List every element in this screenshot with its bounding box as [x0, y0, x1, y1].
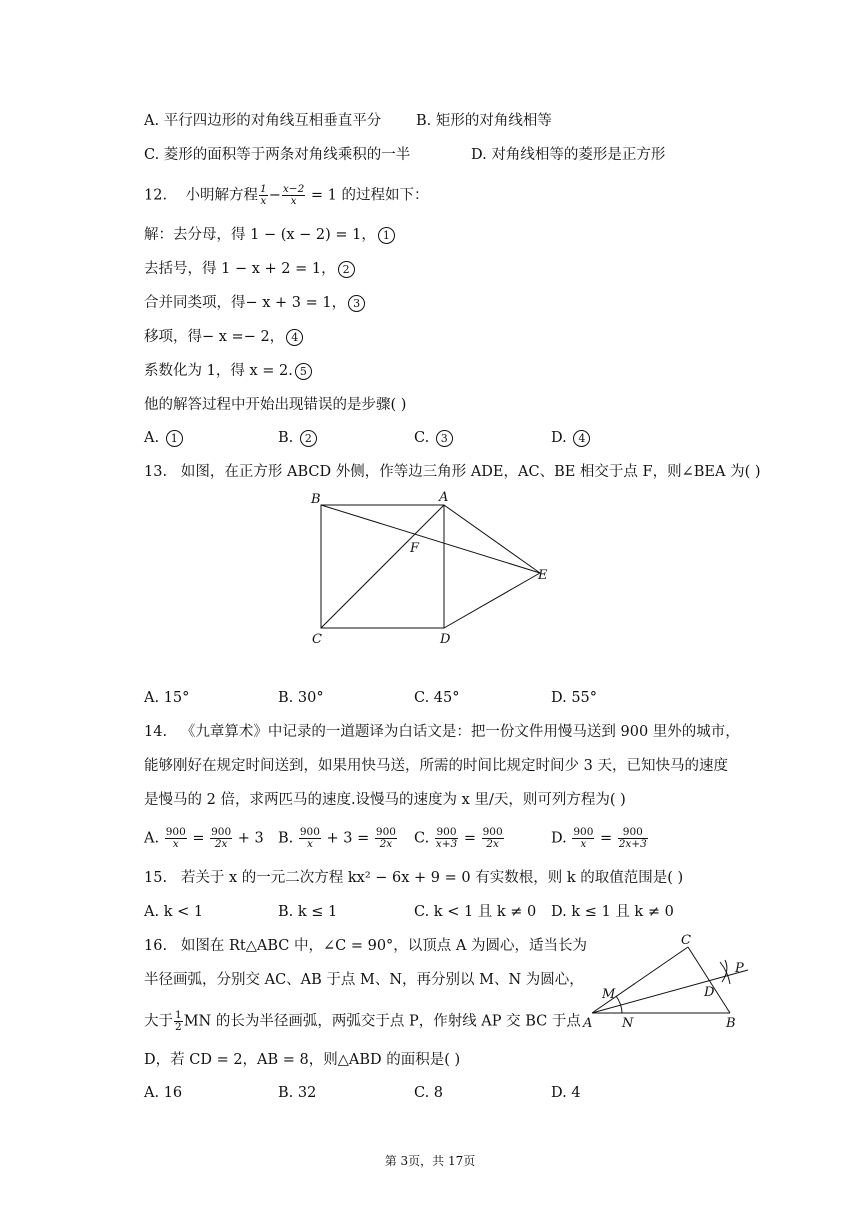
- q12-step-2-text: 去括号，得 1 − x + 2 = 1，: [144, 261, 336, 277]
- q14-a-frac-2: [210, 827, 232, 850]
- q15-stem-text: 若关于 x 的一元二次方程 kx² − 6x + 9 = 0 有实数根，则 k 的取值范围是( ): [180, 870, 684, 886]
- q14-a-frac-2-num: 900: [211, 826, 232, 838]
- q12-number: 12.: [144, 187, 168, 204]
- q14-a-frac-1-num: 900: [165, 826, 186, 838]
- page-footer: 第 3页，共 17页: [384, 1154, 476, 1168]
- q14-c-frac-2-den: 2x: [486, 838, 499, 850]
- q12-stem-post: = 1 的过程如下：: [310, 187, 429, 204]
- q12-option-b-label: B.: [278, 430, 298, 446]
- q16-half-den: 2: [175, 1021, 182, 1033]
- q12-f2-den: x: [290, 195, 297, 207]
- q13-option-c: C. 45°: [414, 690, 460, 706]
- q14-a-frac-2-den: 2x: [214, 838, 228, 850]
- q14-option-d-label: D.: [551, 830, 567, 847]
- q14-line-2: 能够刚好在规定时间送到，如果用快马送，所需的时间比规定时间少 3 天，已知快马的速度: [144, 758, 728, 774]
- q14-option-c-label: C.: [414, 830, 430, 847]
- q12-fraction-1: [259, 184, 268, 207]
- q12-option-b: [278, 428, 317, 448]
- q14-d-frac-2-den: 2x+3: [618, 838, 647, 850]
- q11-option-c: C. 菱形的面积等于两条对角线乘积的一半: [144, 147, 411, 163]
- label-p: P: [735, 961, 744, 976]
- q13-stem-text: 如图，在正方形 ABCD 外侧，作等边三角形 ADE，AC、BE 相交于点 F，则∠BEA 为( ): [180, 464, 761, 480]
- q12-step-5-text: 系数化为 1，得 x = 2.: [144, 363, 293, 379]
- q15-stem: [144, 868, 683, 888]
- q14-b-frac-2-den: 2x: [379, 838, 393, 850]
- segment-ae: [444, 505, 540, 573]
- q16-half-num: 1: [175, 1009, 182, 1021]
- q14-option-b: [278, 827, 398, 850]
- q12-step-1: [144, 225, 395, 245]
- q14-a-tail: + 3: [237, 830, 264, 847]
- q12-step-4-marker: 4: [286, 329, 303, 346]
- q13-option-d: D. 55°: [551, 690, 598, 706]
- q16-option-c: C. 8: [414, 1085, 444, 1101]
- q12-option-a-marker: 1: [166, 430, 183, 447]
- q14-b-frac-1: [299, 827, 321, 850]
- q16-line-3: [144, 1010, 581, 1033]
- q14-line-3: 是慢马的 2 倍，求两匹马的速度.设慢马的速度为 x 里/天，则可列方程为( ): [144, 792, 626, 808]
- q12-step-5: [144, 361, 312, 381]
- label-d: D: [440, 632, 451, 647]
- label-a: A: [439, 490, 449, 505]
- segment-ac: [321, 505, 444, 628]
- segment-de: [444, 573, 540, 628]
- q15-option-d: D. k ≤ 1 且 k ≠ 0: [551, 904, 674, 920]
- q14-number: 14.: [144, 724, 168, 740]
- q14-c-frac-1-num: 900: [436, 826, 457, 838]
- q16-line-1-text: 如图在 Rt△ABC 中，∠C = 90°，以顶点 A 为圆心，适当长为: [180, 938, 587, 954]
- q14-line-1: [144, 722, 740, 742]
- q12-option-d-marker: 4: [573, 430, 590, 447]
- q16-line-4: D，若 CD = 2，AB = 8，则△ABD 的面积是( ): [144, 1052, 461, 1068]
- q12-step-3-marker: 3: [348, 295, 365, 312]
- label-c: C: [312, 632, 322, 647]
- q12-step-1-marker: 1: [378, 227, 395, 244]
- q12-option-c-marker: 3: [436, 430, 453, 447]
- q16-line-3-post: MN 的长为半径画弧，两弧交于点 P，作射线 AP 交 BC 于点: [183, 1013, 581, 1030]
- q11-option-a: A. 平行四边形的对角线互相垂直平分: [144, 113, 382, 129]
- q12-option-c-label: C.: [414, 430, 434, 446]
- q12-option-a: [144, 428, 183, 448]
- q12-f2-num: x−2: [282, 183, 305, 195]
- segment-be: [321, 505, 540, 573]
- q16-line-3-pre: 大于: [144, 1013, 173, 1030]
- q14-d-frac-1-den: x: [580, 838, 587, 850]
- q12-step-3: [144, 293, 365, 313]
- q14-d-eq: =: [599, 830, 613, 847]
- q16-line-1: [144, 936, 587, 956]
- q12-option-d-label: D.: [551, 430, 572, 446]
- q15-option-c: C. k < 1 且 k ≠ 0: [414, 904, 537, 920]
- q12-f1-num: 1: [260, 183, 267, 195]
- label-m: M: [602, 987, 616, 1002]
- q14-a-frac-1-den: x: [172, 838, 179, 850]
- label-a: A: [583, 1016, 593, 1031]
- q14-option-a: [144, 827, 264, 850]
- q16-option-b: B. 32: [278, 1085, 317, 1101]
- q13-figure: [300, 485, 570, 655]
- label-d: D: [704, 985, 715, 1000]
- label-e: E: [538, 568, 548, 583]
- label-f: F: [410, 541, 420, 556]
- q12-step-5-marker: 5: [295, 363, 312, 380]
- q12-option-c: [414, 428, 453, 448]
- q12-stem: [144, 184, 428, 207]
- q11-option-d: D. 对角线相等的菱形是正方形: [471, 147, 666, 163]
- q14-d-frac-2: [618, 827, 648, 850]
- q14-option-b-label: B.: [278, 830, 294, 847]
- q12-step-2: [144, 259, 355, 279]
- q16-number: 16.: [144, 938, 168, 954]
- label-b: B: [726, 1016, 736, 1031]
- q14-b-frac-1-den: x: [306, 838, 313, 850]
- q12-stem-pre: 小明解方程: [185, 187, 258, 204]
- q14-d-frac-1: [572, 827, 594, 850]
- q12-option-a-label: A.: [144, 430, 164, 446]
- segment-ac: [592, 947, 688, 1013]
- q14-option-a-label: A.: [144, 830, 160, 847]
- q16-option-a: A. 16: [144, 1085, 183, 1101]
- q14-a-frac-1: [165, 827, 187, 850]
- q12-option-b-marker: 2: [300, 430, 317, 447]
- q14-d-frac-1-num: 900: [573, 826, 594, 838]
- q13-stem: [144, 462, 761, 482]
- q16-half-fraction: [174, 1010, 183, 1033]
- q12-f1-den: x: [260, 195, 267, 207]
- q12-minus: −: [268, 187, 281, 204]
- q15-number: 15.: [144, 870, 168, 886]
- q14-b-mid: + 3 =: [326, 830, 370, 847]
- q12-option-d: [551, 428, 590, 448]
- q12-step-2-marker: 2: [338, 261, 355, 278]
- q12-step-4: [144, 327, 303, 347]
- label-c: C: [681, 933, 691, 948]
- arc-p-2: [720, 962, 730, 984]
- q14-a-eq: =: [192, 830, 205, 847]
- q14-c-frac-2-num: 900: [482, 826, 503, 838]
- q14-line-1-text: 《九章算术》中记录的一道题译为白话文是：把一份文件用慢马送到 900 里外的城市，: [180, 724, 740, 740]
- q14-c-frac-1: [435, 827, 458, 850]
- q14-c-frac-2: [482, 827, 504, 850]
- q14-d-frac-2-num: 900: [618, 827, 648, 839]
- q16-figure: [580, 930, 760, 1035]
- q16-option-d: D. 4: [551, 1085, 581, 1101]
- q12-question: 他的解答过程中开始出现错误的是步骤( ): [144, 397, 407, 413]
- q14-b-frac-2-num: 900: [375, 826, 396, 838]
- label-b: B: [311, 492, 321, 507]
- q15-option-a: A. k < 1: [144, 904, 204, 920]
- q14-b-frac-1-num: 900: [299, 826, 320, 838]
- q11-option-b: B. 矩形的对角线相等: [416, 113, 552, 129]
- q15-option-b: B. k ≤ 1: [278, 904, 338, 920]
- q12-fraction-2: [282, 184, 305, 207]
- q14-option-d: [551, 827, 649, 850]
- q13-option-a: A. 15°: [144, 690, 190, 706]
- q12-step-3-text: 合并同类项，得− x + 3 = 1，: [144, 295, 347, 311]
- label-n: N: [622, 1016, 634, 1031]
- q14-c-frac-1-den: x+3: [435, 838, 458, 850]
- q13-option-b: B. 30°: [278, 690, 324, 706]
- q14-c-eq: =: [463, 830, 476, 847]
- q13-number: 13.: [144, 464, 168, 480]
- q12-step-4-text: 移项，得− x =− 2，: [144, 329, 285, 345]
- q12-step-1-text: 解：去分母，得 1 − (x − 2) = 1，: [144, 227, 376, 243]
- q16-line-2: 半径画弧，分别交 AC、AB 于点 M、N，再分别以 M、N 为圆心，: [144, 972, 584, 988]
- q14-b-frac-2: [375, 827, 397, 850]
- q14-option-c: [414, 827, 505, 850]
